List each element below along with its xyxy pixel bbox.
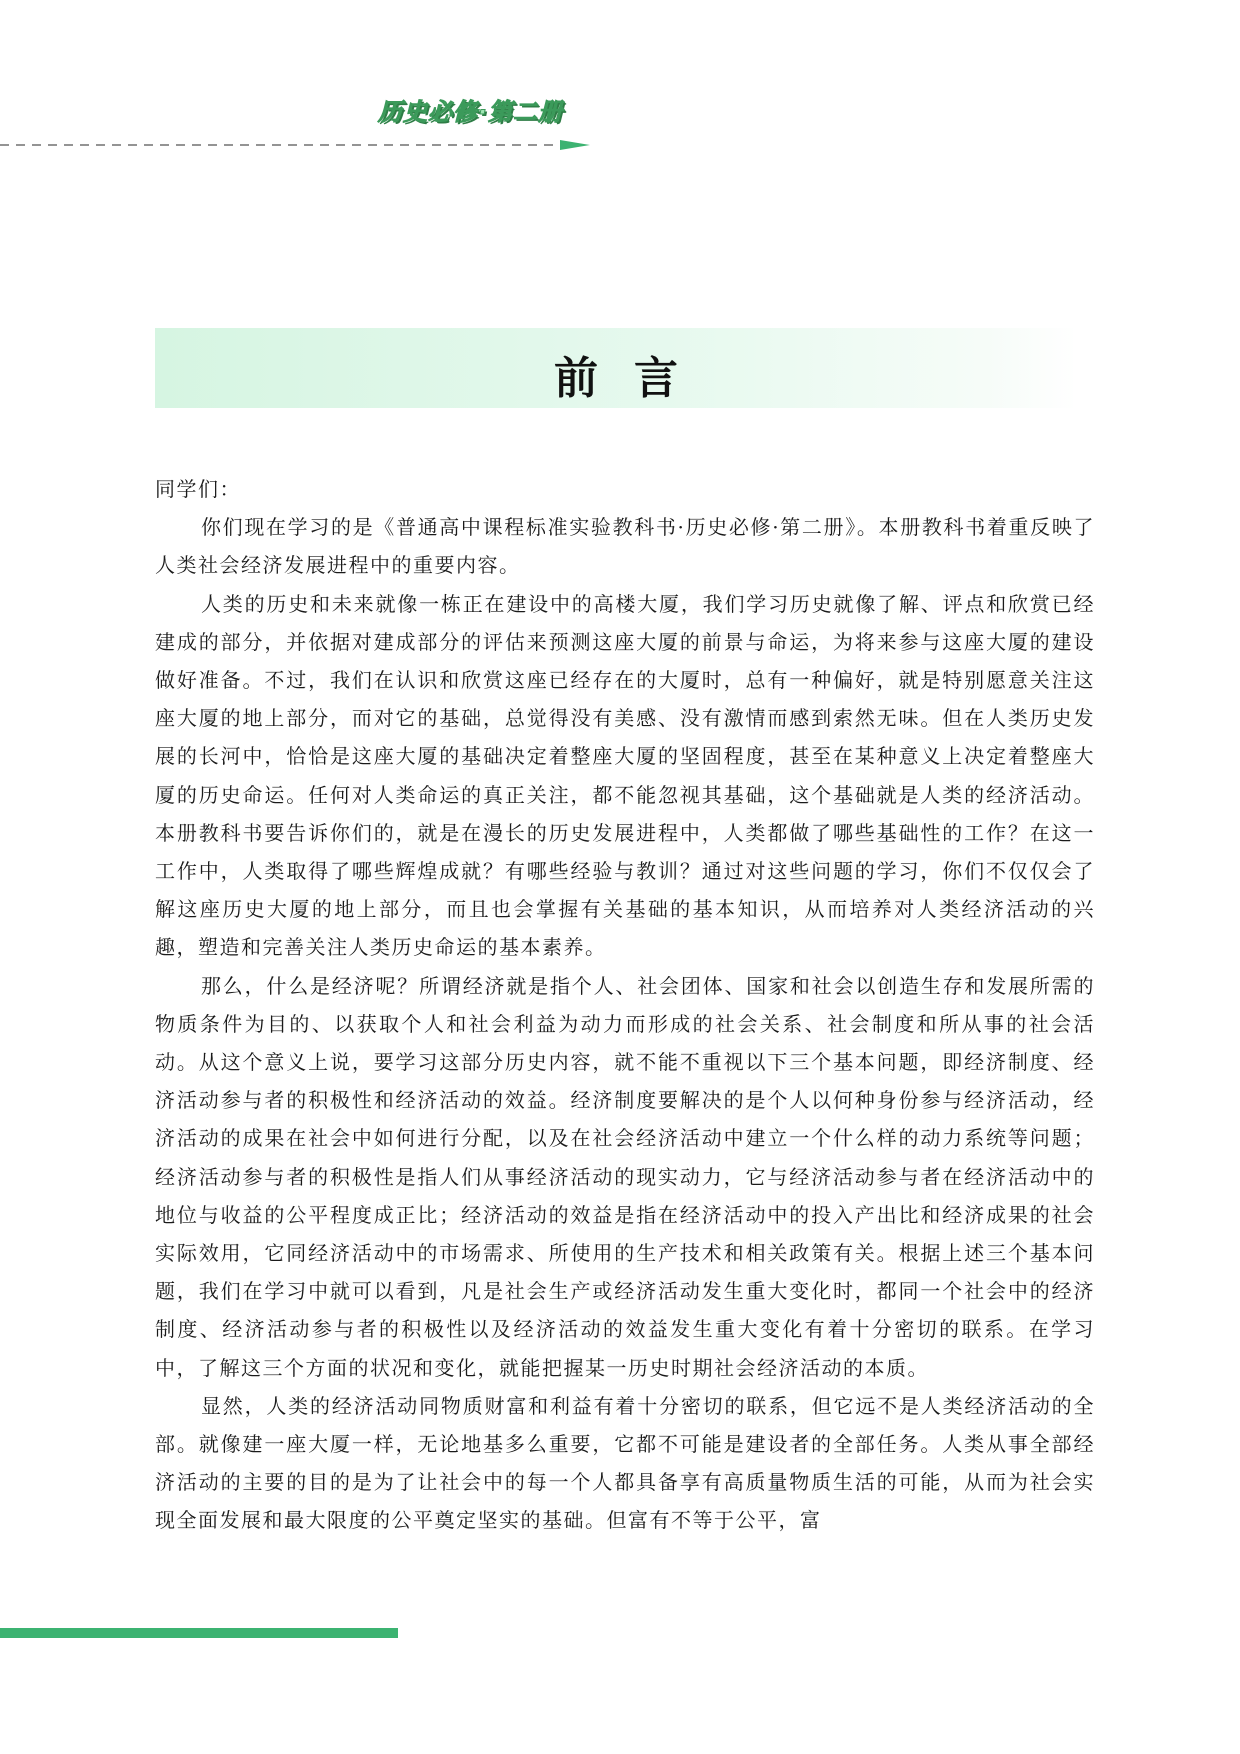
paragraph-4: 显然，人类的经济活动同物质财富和利益有着十分密切的联系，但它远不是人类经济活动的全部。就像建一座大厦一样，无论地基多么重要，它都不可能是建设者的全部任务。人类从事全部经济活动的主要的目的是为了让社会中的每一个人都具备享有高质量物质生活的可能，从而为社会实现全面发展和最大限度的公平奠定坚实的基础。但富有不等于公平，富	[155, 1393, 1095, 1533]
title-banner	[155, 328, 1077, 408]
paragraph-1: 你们现在学习的是《普通高中课程标准实验教科书·历史必修·第二册》。本册教科书着重反映了人类社会经济发展进程中的重要内容。	[155, 515, 1095, 578]
arrow-icon	[560, 140, 590, 150]
paragraph-2: 人类的历史和未来就像一栋正在建设中的高楼大厦，我们学习历史就像了解、评点和欣赏已经建成的部分，并依据对建成部分的评估来预测这座大厦的前景与命运，为将来参与这座大厦的建设做好准备。不过，我们在认识和欣赏这座已经存在的大厦时，总有一种偏好，就是特别愿意关注这座大厦的地上部分，而对它的基础，总觉得没有美感、没有激情而感到索然无味。但在人类历史发展的长河中，恰恰是这座大厦的基础决定着整座大厦的坚固程度，甚至在某种意义上决定着整座大厦的历史命运。任何对人类命运的真正关注，都不能忽视其基础，这个基础就是人类的经济活动。本册教科书要告诉你们的，就是在漫长的历史发展进程中，人类都做了哪些基础性的工作？在这一工作中，人类取得了哪些辉煌成就？有哪些经验与教训？通过对这些问题的学习，你们不仅仅会了解这座历史大厦的地上部分，而且也会掌握有关基础的基本知识，从而培养对人类经济活动的兴趣，塑造和完善关注人类历史命运的基本素养。	[155, 591, 1095, 960]
salutation: 同学们：	[155, 477, 241, 501]
footer-green-bar	[0, 1628, 398, 1638]
header-dashed-rule	[0, 140, 590, 150]
paragraph-3: 那么，什么是经济呢？所谓经济就是指个人、社会团体、国家和社会以创造生存和发展所需的物质条件为目的、以获取个人和社会利益为动力而形成的社会关系、社会制度和所从事的社会活动。从这个意义上说，要学习这部分历史内容，就不能不重视以下三个基本问题，即经济制度、经济活动参与者的积极性和经济活动的效益。经济制度要解决的是个人以何种身份参与经济活动，经济活动的成果在社会中如何进行分配，以及在社会经济活动中建立一个什么样的动力系统等问题；经济活动参与者的积极性是指人们从事经济活动的现实动力，它与经济活动参与者在经济活动中的地位与收益的公平程度成正比；经济活动的效益是指在经济活动中的投入产出比和经济成果的社会实际效用，它同经济活动中的市场需求、所使用的生产技术和相关政策有关。根据上述三个基本问题，我们在学习中就可以看到，凡是社会生产或经济活动发生重大变化时，都同一个社会中的经济制度、经济活动参与者的积极性以及经济活动的效益发生重大变化有着十分密切的联系。在学习中，了解这三个方面的状况和变化，就能把握某一历史时期社会经济活动的本质。	[155, 973, 1095, 1380]
body-text	[155, 470, 1095, 1540]
running-header	[378, 92, 598, 128]
page-title: 前言	[554, 353, 714, 404]
running-header-title: 历史必修·第二册	[378, 98, 564, 126]
